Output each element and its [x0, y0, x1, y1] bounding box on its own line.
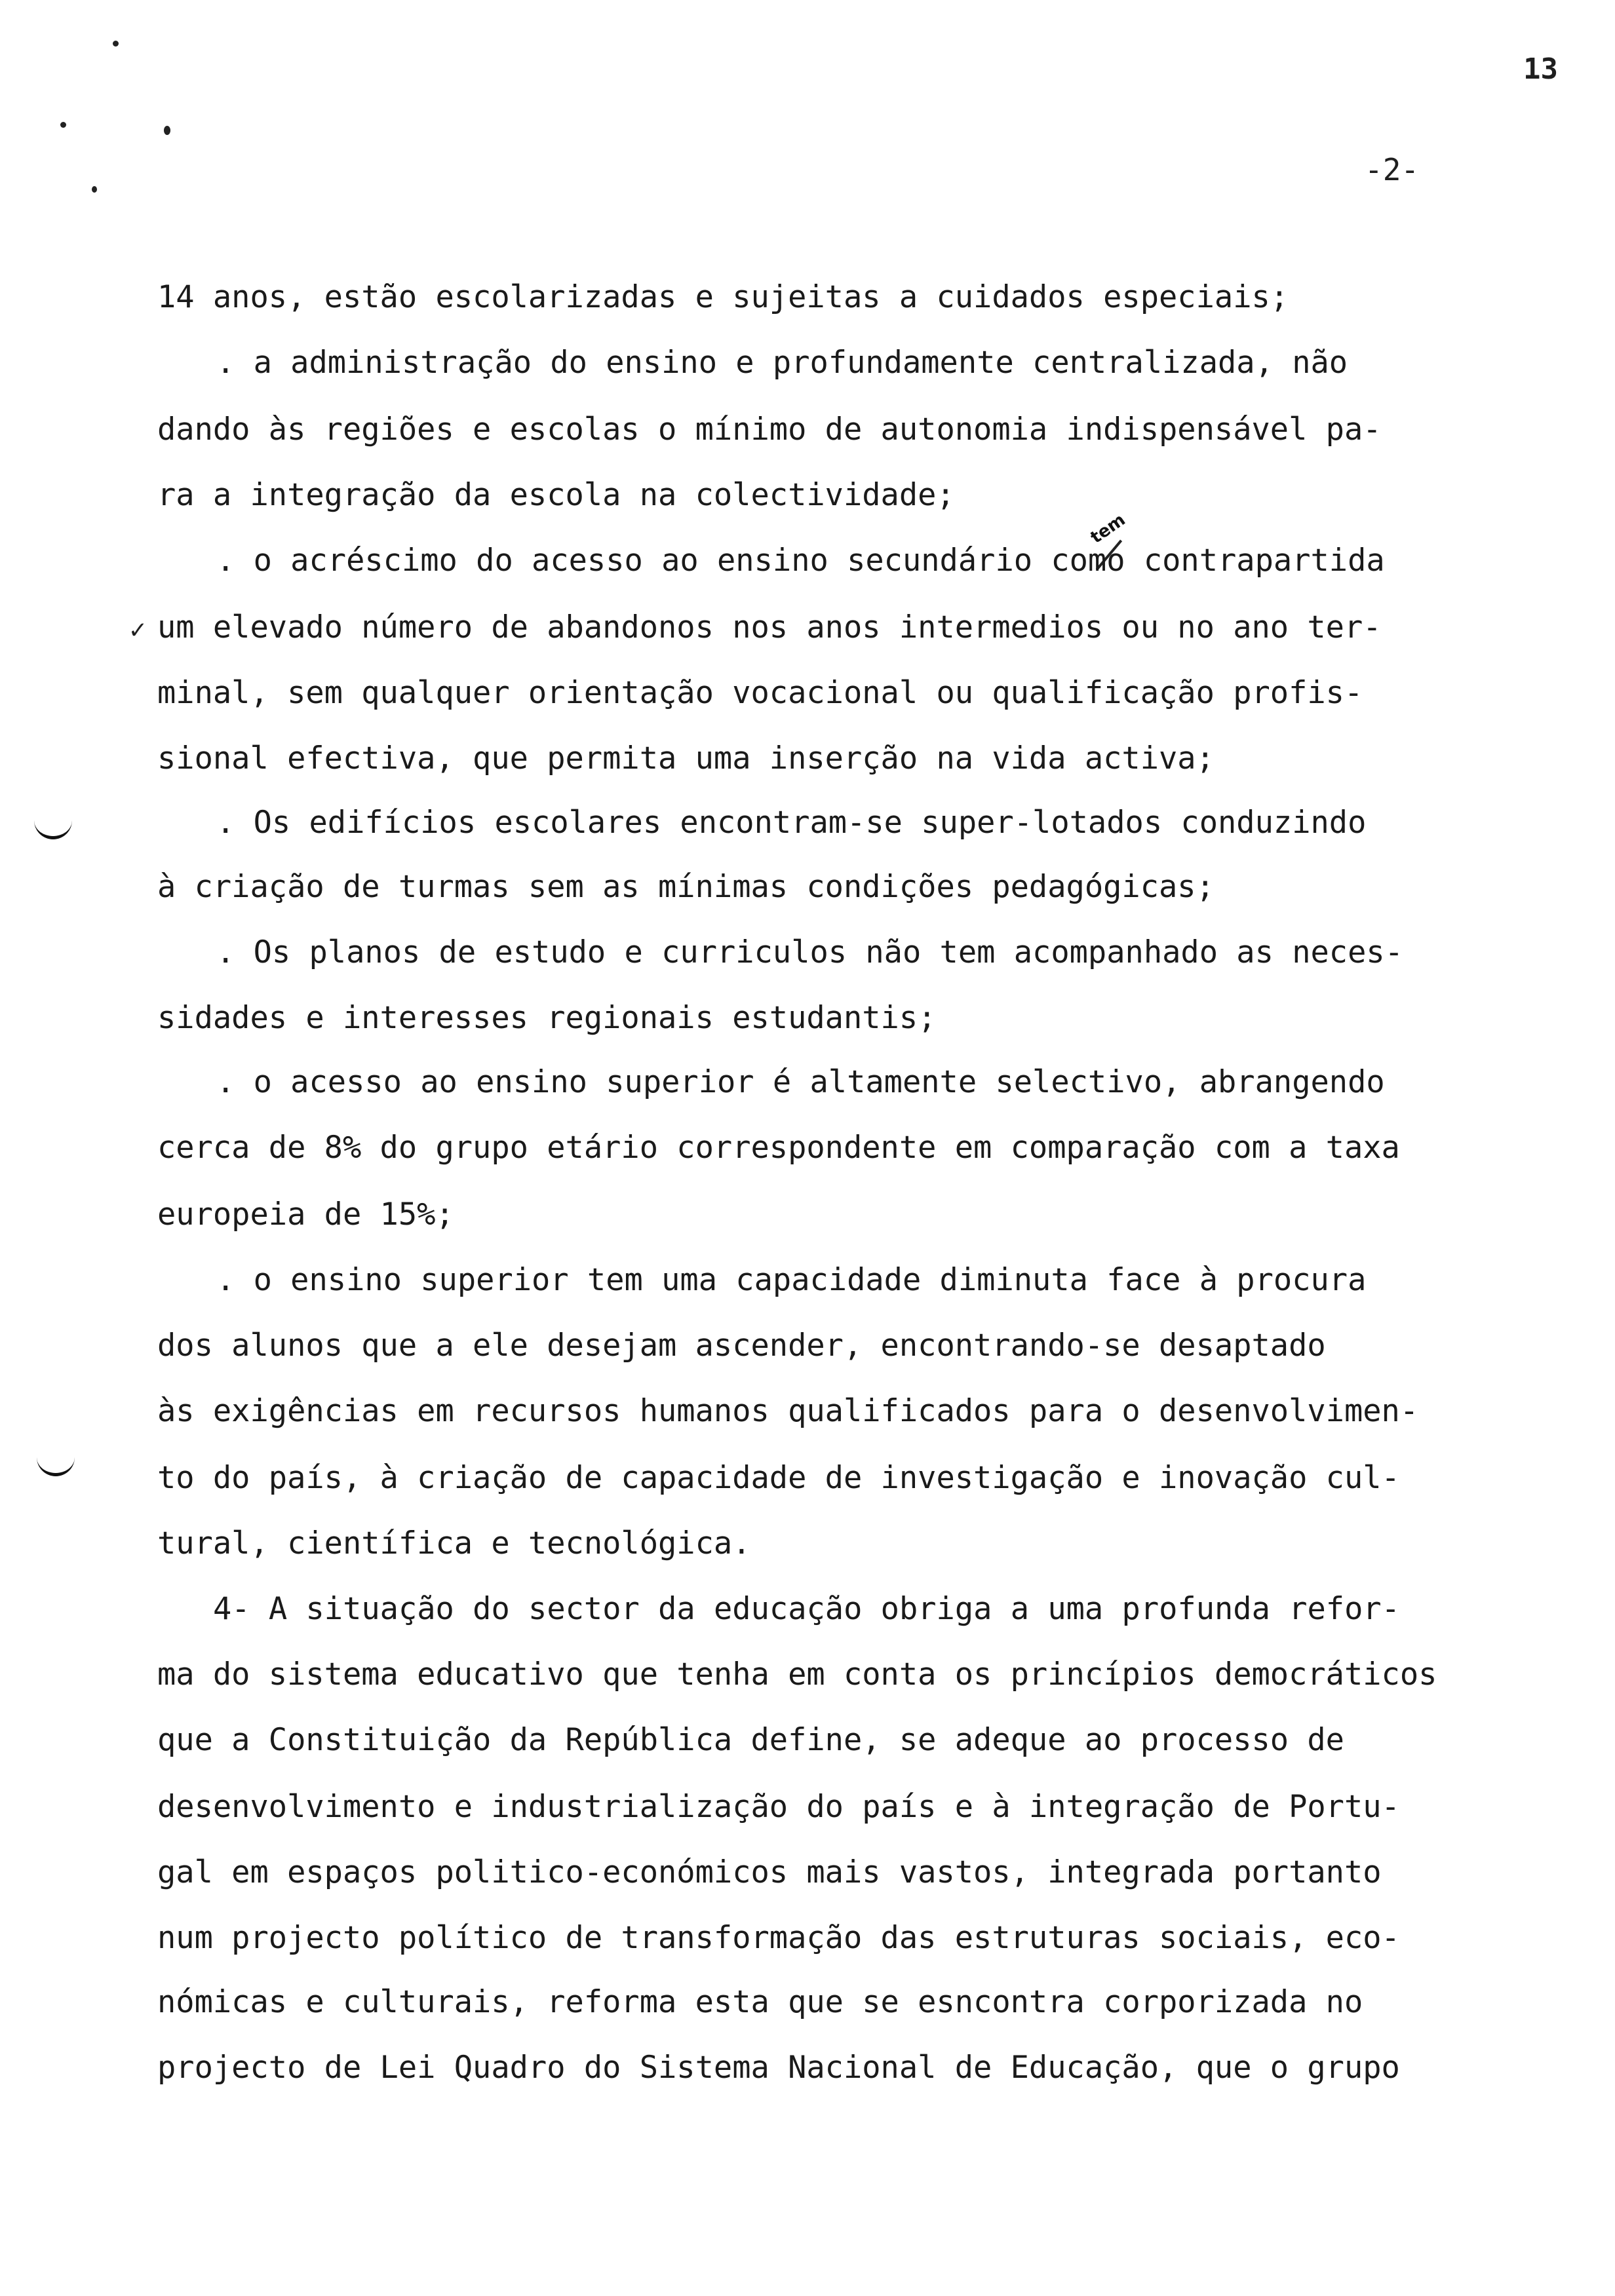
text-line: projecto de Lei Quadro do Sistema Nacional de Educação, que o grupo	[157, 2050, 1400, 2086]
text-line: num projecto político de transformação das estruturas sociais, eco-	[157, 1920, 1400, 1956]
text-line: que a Constituição da República define, se adeque ao processo de	[157, 1722, 1344, 1758]
corner-page-number: 13	[1523, 52, 1558, 86]
stray-dot	[164, 126, 170, 135]
insert-caret-mark: ✓	[130, 615, 146, 645]
text-line: desenvolvimento e industrialização do país e à integração de Portu-	[157, 1789, 1400, 1825]
text-line: um elevado número de abandonos nos anos intermedios ou no ano ter-	[157, 609, 1382, 645]
text-line: . o acesso ao ensino superior é altamente selectivo, abrangendo	[216, 1064, 1385, 1100]
text-line: às exigências em recursos humanos qualificados para o desenvolvimen-	[157, 1393, 1419, 1429]
text-line: . Os planos de estudo e curriculos não tem acompanhado as neces-	[216, 934, 1403, 970]
text-line: . a administração do ensino e profundamente centralizada, não	[216, 345, 1348, 381]
text-line: sional efectiva, que permita uma inserção na vida activa;	[157, 740, 1215, 776]
handwritten-insert: tem	[1087, 510, 1129, 548]
text-line: dos alunos que a ele desejam ascender, encontrando-se desaptado	[157, 1328, 1326, 1364]
text-line: 4- A situação do sector da educação obriga a uma profunda refor-	[213, 1591, 1400, 1627]
text-line: sidades e interesses regionais estudantis;	[157, 1000, 937, 1036]
text-line: europeia de 15%;	[157, 1196, 454, 1233]
text-line: ra a integração da escola na colectividade;	[157, 477, 955, 513]
text-line: . o acréscimo do acesso ao ensino secundário como contrapartida	[216, 543, 1385, 579]
text-line: 14 anos, estão escolarizadas e sujeitas a cuidados especiais;	[157, 279, 1289, 315]
text-line: ma do sistema educativo que tenha em conta os princípios democráticos	[157, 1656, 1437, 1693]
text-line: dando às regiões e escolas o mínimo de autonomia indispensável pa-	[157, 411, 1382, 448]
text-line: cerca de 8% do grupo etário correspondente em comparação com a taxa	[157, 1130, 1400, 1166]
text-line: tural, científica e tecnológica.	[157, 1525, 751, 1561]
margin-check-mark	[37, 1456, 75, 1476]
text-line: nómicas e culturais, reforma esta que se esncontra corporizada no	[157, 1984, 1363, 2020]
text-line: to do país, à criação de capacidade de investigação e inovação cul-	[157, 1460, 1400, 1496]
stray-dot	[60, 122, 66, 128]
text-line: minal, sem qualquer orientação vocacional ou qualificação profis-	[157, 675, 1363, 711]
stray-dot	[113, 41, 119, 47]
text-line: gal em espaços politico-económicos mais vastos, integrada portanto	[157, 1854, 1382, 1890]
margin-check-mark	[34, 819, 72, 839]
text-line: . Os edifícios escolares encontram-se super-lotados conduzindo	[216, 805, 1367, 841]
page-number: -2-	[1365, 152, 1420, 187]
stray-dot	[92, 186, 97, 193]
text-line: à criação de turmas sem as mínimas condições pedagógicas;	[157, 869, 1215, 905]
text-line: . o ensino superior tem uma capacidade diminuta face à procura	[216, 1262, 1367, 1298]
